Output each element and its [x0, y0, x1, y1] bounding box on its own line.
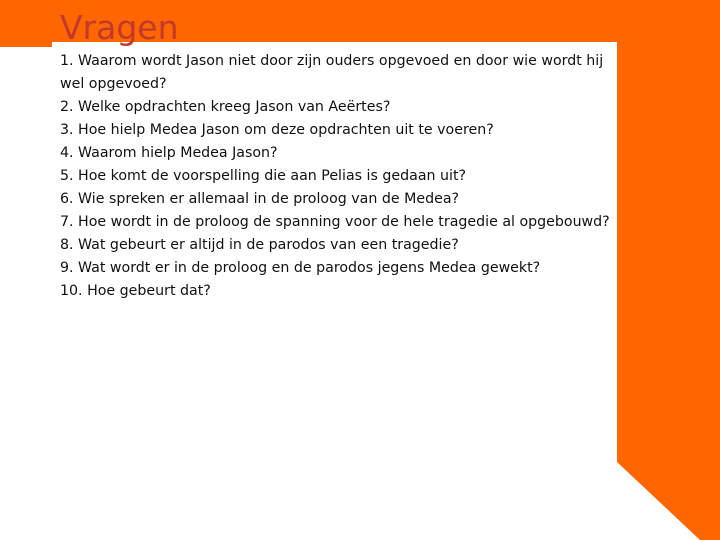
list-item: 9. Wat wordt er in de proloog en de parodos jegens Medea gewekt? — [60, 260, 541, 276]
list-item: 3. Hoe hielp Medea Jason om deze opdrachten uit te voeren? — [60, 122, 494, 138]
list-item: 8. Wat gebeurt er altijd in de parodos van een tragedie? — [60, 237, 459, 253]
list-item: 2. Welke opdrachten kreeg Jason van Aeërtes? — [60, 99, 391, 115]
list-item: 7. Hoe wordt in de proloog de spanning voor de hele tragedie al opgebouwd? — [60, 214, 610, 230]
list-item: 5. Hoe komt de voorspelling die aan Pelias is gedaan uit? — [60, 168, 467, 184]
question-list — [60, 50, 620, 303]
slide-title: Vragen — [60, 8, 179, 47]
list-item: 4. Waarom hielp Medea Jason? — [60, 145, 278, 161]
list-item: 6. Wie spreken er allemaal in de proloog van de Medea? — [60, 191, 460, 207]
list-item: 1. Waarom wordt Jason niet door zijn ouders opgevoed en door wie wordt hij wel opgevoed? — [60, 53, 604, 92]
list-item: 10. Hoe gebeurt dat? — [60, 283, 211, 299]
